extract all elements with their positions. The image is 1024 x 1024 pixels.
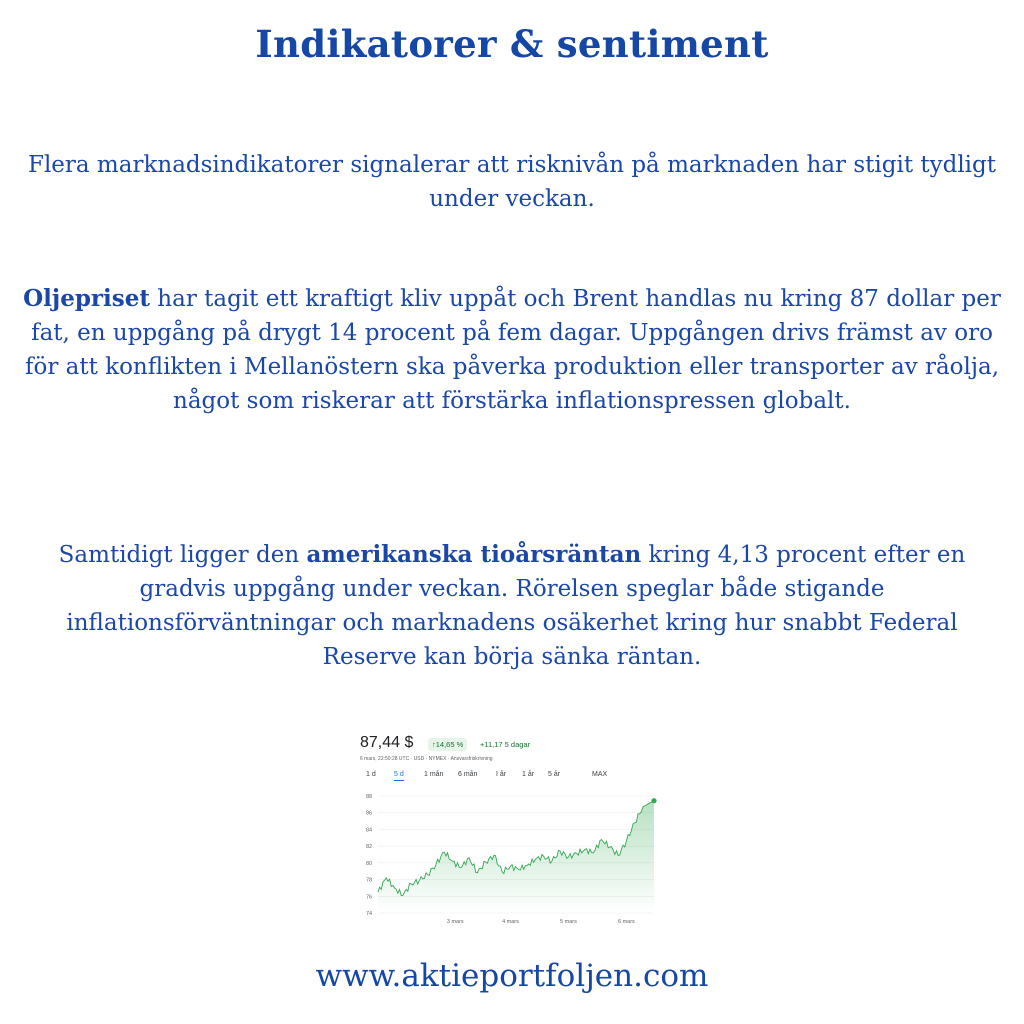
tab-6-mån[interactable]: 6 mån — [458, 771, 478, 778]
oil-price-chart — [354, 732, 670, 932]
current-price-dot — [651, 798, 656, 803]
y-tick-label: 82 — [366, 844, 373, 851]
page-title: Indikatorer & sentiment — [255, 22, 769, 66]
oil-text: har tagit ett kraftigt kliv uppåt och Brent handlas nu kring 87 dollar per fat, en uppgång på drygt 14 procent på fem dagar. Uppgången drivs främst av oro för att konflikten i Mellanöstern ska påverka produktion eller transporter av råolja, något som riskerar att förstärka inflationspressen globalt. — [24, 286, 1001, 414]
intro-paragraph: Flera marknadsindikatorer signalerar att risknivån på marknaden har stigit tydligt under veckan. — [27, 152, 997, 212]
x-tick-label: 6 mars — [617, 919, 635, 925]
tab-1-mån[interactable]: 1 mån — [424, 771, 444, 778]
tab-i-år[interactable]: I år — [496, 771, 507, 778]
rate-pre: Samtidigt ligger den — [58, 542, 307, 568]
price-meta: 6 mars, 22:50:28 UTC · USD · NYMEX · Ansvarsfriskrivning — [360, 756, 493, 762]
y-tick-label: 84 — [366, 827, 373, 834]
y-tick-label: 78 — [366, 877, 373, 884]
x-tick-label: 4 mars — [502, 919, 519, 925]
oil-paragraph — [20, 282, 1004, 418]
y-tick-label: 88 — [366, 794, 373, 800]
oil-keyword: Oljepriset — [23, 285, 150, 312]
price-area — [378, 801, 654, 913]
y-tick-label: 74 — [366, 911, 373, 917]
percent-change-badge: ↑14,65 % — [428, 738, 467, 751]
absolute-change: +11,17 5 dagar — [480, 740, 531, 749]
y-tick-label: 86 — [366, 810, 373, 817]
price-value: 87,44 $ — [360, 734, 414, 751]
x-tick-label: 3 mars — [446, 919, 464, 925]
rate-keyword: amerikanska tioårsräntan — [306, 541, 642, 568]
y-tick-label: 80 — [366, 860, 373, 867]
tab-5-år[interactable]: 5 år — [548, 771, 561, 778]
oil-price-chart-card — [354, 732, 670, 932]
tab-5-d[interactable]: 5 d — [394, 771, 404, 781]
tab-max[interactable]: MAX — [592, 771, 608, 778]
tab-1-d[interactable]: 1 d — [366, 771, 376, 778]
rate-paragraph — [20, 538, 1004, 674]
x-tick-label: 5 mars — [560, 919, 577, 925]
y-tick-label: 76 — [366, 894, 373, 901]
rate-text: kring 4,13 procent efter en gradvis uppgång under veckan. Rörelsen speglar både stigande inflationsförväntningar och marknadens osäkerhet kring hur snabbt Federal Reserve kan börja sänka räntan. — [66, 542, 966, 670]
footer-url[interactable]: www.aktieportfoljen.com — [315, 958, 709, 994]
tab-1-år[interactable]: 1 år — [522, 771, 535, 778]
